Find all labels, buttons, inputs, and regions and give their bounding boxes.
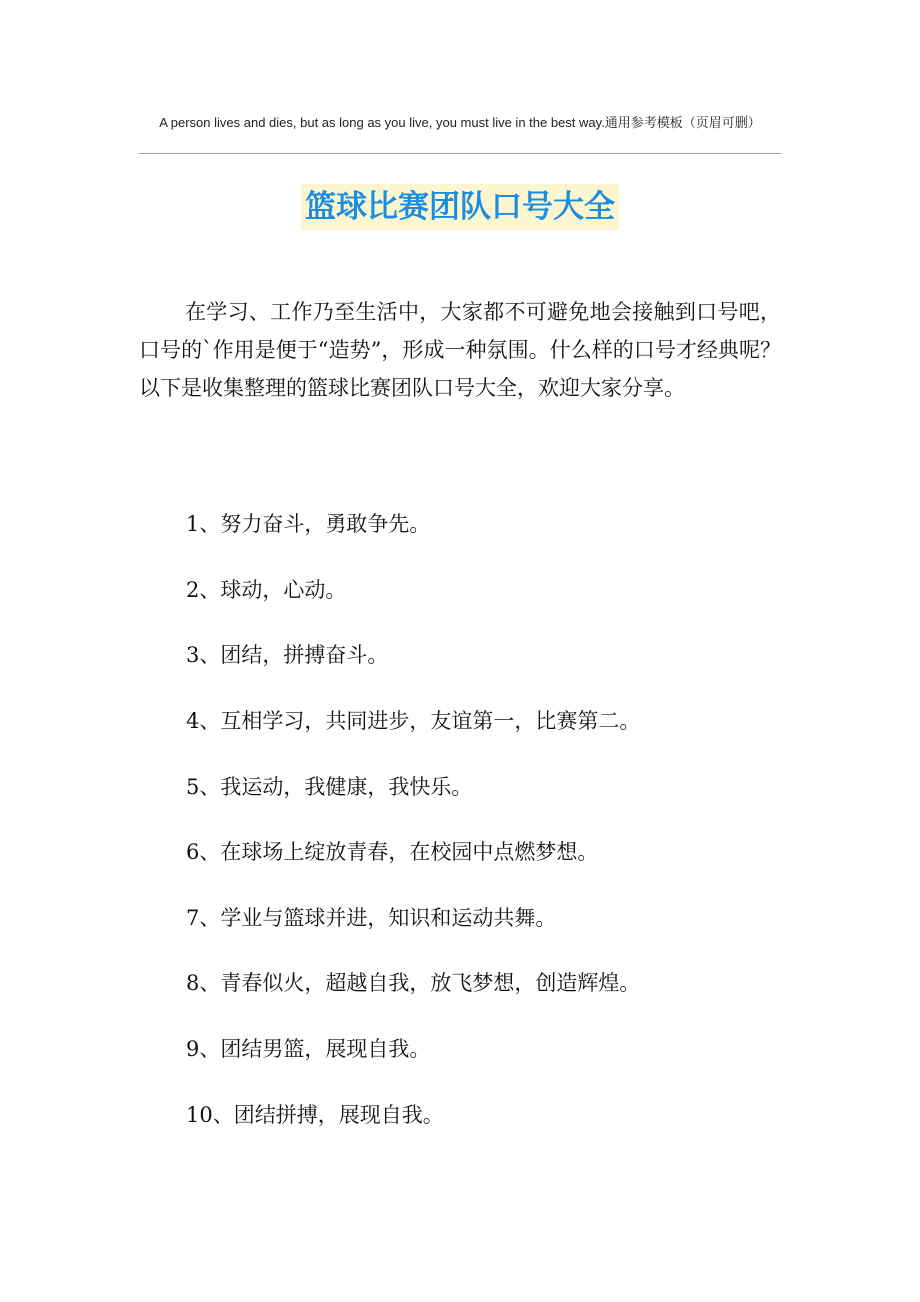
slogan-item-5: 5、我运动，我健康，我快乐。 <box>186 775 473 799</box>
intro-paragraph: 在学习、工作乃至生活中，大家都不可避免地会接触到口号吧，口号的`作用是便于“造势”，形成一种氛围。什么样的口号才经典呢？以下是收集整理的篮球比赛团队口号大全，欢迎大家分享。 <box>139 300 781 400</box>
slogan-item-3: 3、团结，拼搏奋斗。 <box>186 643 389 667</box>
slogan-item-7: 7、学业与篮球并进，知识和运动共舞。 <box>186 906 557 930</box>
slogan-item-1: 1、努力奋斗，勇敢争先。 <box>186 512 431 536</box>
slogan-item-8: 8、青春似火，超越自我，放飞梦想，创造辉煌。 <box>186 971 641 995</box>
slogan-item-2: 2、球动，心动。 <box>186 578 347 602</box>
page-header-text: A person lives and dies, but as long as you live, you must live in the best way.通用参考模板（页眉可删） <box>159 115 761 130</box>
title-container <box>0 184 920 230</box>
document-title: 篮球比赛团队口号大全 <box>301 184 619 230</box>
slogan-item-10: 10、团结拼搏，展现自我。 <box>186 1103 444 1127</box>
header-divider <box>139 153 781 154</box>
slogan-item-6: 6、在球场上绽放青春，在校园中点燃梦想。 <box>186 840 599 864</box>
slogan-item-4: 4、互相学习，共同进步，友谊第一，比赛第二。 <box>186 709 641 733</box>
slogan-item-9: 9、团结男篮，展现自我。 <box>186 1037 431 1061</box>
